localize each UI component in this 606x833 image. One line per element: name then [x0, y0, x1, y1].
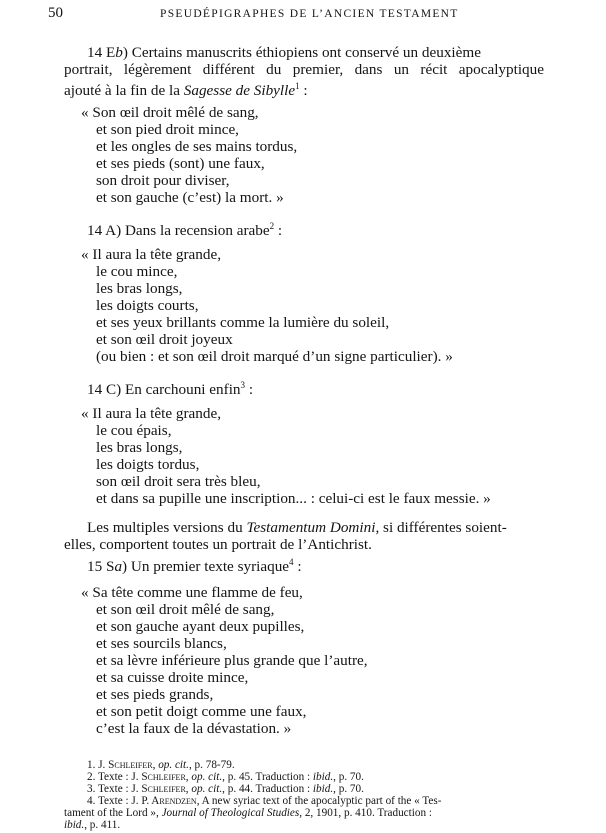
footnote-line: tament of the Lord », Journal of Theological Studies, 2, 1901, p. 410. Traduction : — [64, 807, 432, 819]
quote-line: le cou épais, — [96, 422, 172, 439]
quote-line: et ses pieds (sont) une faux, — [96, 155, 265, 172]
paragraph-line: ajouté à la fin de la Sagesse de Sibylle$^1$ : — [64, 81, 308, 100]
paragraph-line: Les multiples versions du Testamentum Domini, si différentes soient- — [87, 519, 507, 536]
quote-line: le cou mince, — [96, 263, 178, 280]
footnote-line: ibid., p. 411. — [64, 819, 121, 831]
quote-line: « Son œil droit mêlé de sang, — [81, 104, 259, 121]
quote-line: et son œil droit joyeux — [96, 331, 233, 348]
section-heading: 14 C) En carchouni enfin$^3$ : — [87, 380, 254, 399]
quote-line: (ou bien : et son œil droit marqué d’un signe particulier). » — [96, 348, 453, 365]
quote-line: les bras longs, — [96, 439, 183, 456]
footnote-2: 2. Texte : J. Schleifer, op. cit., p. 45. Traduction : ibid., p. 70. — [87, 771, 364, 783]
quote-line: les doigts courts, — [96, 297, 199, 314]
quote-line: et ses pieds grands, — [96, 686, 214, 703]
footnote-line: 4. Texte : J. P. Arendzen, A new syriac text of the apocalyptic part of the « Tes- — [87, 795, 442, 807]
section-heading: 15 Sa) Un premier texte syriaque$^4$ : — [87, 557, 302, 576]
quote-line: « Il aura la tête grande, — [81, 405, 221, 422]
quote-line: son droit pour diviser, — [96, 172, 230, 189]
quote-line: c’est la faux de la dévastation. » — [96, 720, 292, 737]
quote-line: et ses sourcils blancs, — [96, 635, 227, 652]
quote-line: « Il aura la tête grande, — [81, 246, 221, 263]
section-heading: 14 A) Dans la recension arabe$^2$ : — [87, 221, 283, 240]
quote-line: et son gauche ayant deux pupilles, — [96, 618, 305, 635]
running-title: PSEUDÉPIGRAPHES DE L’ANCIEN TESTAMENT — [160, 8, 459, 20]
paragraph-line: elles, comportent toutes un portrait de l’Antichrist. — [64, 536, 372, 553]
paragraph-line: 14 Eb) Certains manuscrits éthiopiens ont conservé un deuxième — [87, 44, 481, 61]
quote-line: les doigts tordus, — [96, 456, 200, 473]
quote-line: son œil droit sera très bleu, — [96, 473, 261, 490]
quote-line: « Sa tête comme une flamme de feu, — [81, 584, 303, 601]
quote-line: et dans sa pupille une inscription... : celui-ci est le faux messie. » — [96, 490, 491, 507]
page-number: 50 — [48, 5, 63, 21]
quote-line: et les ongles de ses mains tordus, — [96, 138, 298, 155]
quote-line: et ses yeux brillants comme la lumière du soleil, — [96, 314, 390, 331]
paragraph-line: portrait, légèrement différent du premier, dans un récit apocalyptique — [64, 61, 544, 78]
quote-line: et son œil droit mêlé de sang, — [96, 601, 275, 618]
footnote-1: 1. J. Schleifer, op. cit., p. 78-79. — [87, 759, 235, 771]
quote-line: les bras longs, — [96, 280, 183, 297]
quote-line: et son petit doigt comme une faux, — [96, 703, 307, 720]
footnote-3: 3. Texte : J. Schleifer, op. cit., p. 44. Traduction : ibid., p. 70. — [87, 783, 364, 795]
quote-line: et son gauche (c’est) la mort. » — [96, 189, 284, 206]
quote-line: et sa cuisse droite mince, — [96, 669, 249, 686]
quote-line: et son pied droit mince, — [96, 121, 239, 138]
quote-line: et sa lèvre inférieure plus grande que l’autre, — [96, 652, 368, 669]
